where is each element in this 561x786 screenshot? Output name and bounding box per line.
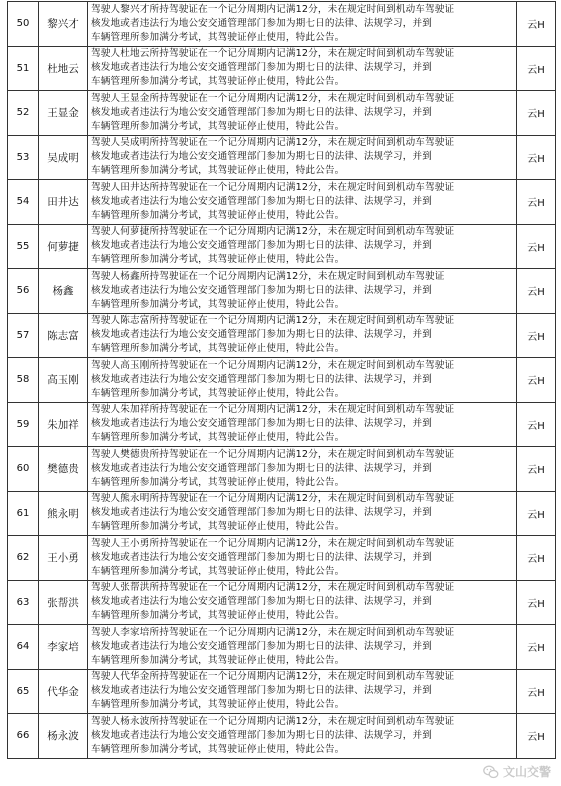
notice-text — [88, 358, 517, 403]
driver-name: 李家培 — [39, 625, 88, 670]
table-row — [8, 135, 556, 180]
license-place: 云H — [517, 313, 556, 358]
license-place: 云H — [517, 269, 556, 314]
table-row — [8, 2, 556, 47]
notice-text — [88, 180, 517, 225]
notice-text-line: 车辆管理所参加满分考试，其驾驶证停止使用，特此公告。 — [91, 699, 345, 711]
notice-text-line: 核发地或者违法行为地公安交通管理部门参加为期七日的法律、法规学习，并到 — [91, 106, 433, 118]
row-number: 53 — [8, 135, 39, 180]
notice-text-line: 驾驶人田井达所持驾驶证在一个记分周期内记满12分，未在规定时间到机动车驾驶证 — [91, 181, 455, 193]
table-row — [8, 91, 556, 136]
table-row — [8, 180, 556, 225]
row-number: 60 — [8, 447, 39, 492]
driver-name: 陈志富 — [39, 313, 88, 358]
driver-name: 王显金 — [39, 91, 88, 136]
notice-text — [88, 536, 517, 581]
table-row — [8, 269, 556, 314]
notice-text — [88, 135, 517, 180]
notice-text — [88, 447, 517, 492]
notice-text-line: 核发地或者违法行为地公安交通管理部门参加为期七日的法律、法规学习，并到 — [91, 640, 433, 652]
notice-text — [88, 91, 517, 136]
notice-text-line: 驾驶人陈志富所持驾驶证在一个记分周期内记满12分，未在规定时间到机动车驾驶证 — [91, 315, 455, 327]
notice-text-line: 驾驶人朱加祥所持驾驶证在一个记分周期内记满12分，未在规定时间到机动车驾驶证 — [91, 404, 455, 416]
notice-text-line: 车辆管理所参加满分考试，其驾驶证停止使用，特此公告。 — [91, 76, 345, 88]
driver-name: 代华金 — [39, 669, 88, 714]
driver-name: 杨永波 — [39, 714, 88, 759]
notice-text-line: 车辆管理所参加满分考试，其驾驶证停止使用，特此公告。 — [91, 209, 345, 221]
notice-text — [88, 669, 517, 714]
row-number: 54 — [8, 180, 39, 225]
table-row — [8, 625, 556, 670]
notice-text — [88, 625, 517, 670]
license-place: 云H — [517, 714, 556, 759]
license-place: 云H — [517, 402, 556, 447]
driver-name: 杜地云 — [39, 46, 88, 91]
license-place: 云H — [517, 625, 556, 670]
notice-text-line: 核发地或者违法行为地公安交通管理部门参加为期七日的法律、法规学习，并到 — [91, 62, 433, 74]
notice-text-line: 车辆管理所参加满分考试，其驾驶证停止使用，特此公告。 — [91, 432, 345, 444]
table-row — [8, 447, 556, 492]
driver-name: 朱加祥 — [39, 402, 88, 447]
notice-text-line: 驾驶人熊永明所持驾驶证在一个记分周期内记满12分，未在规定时间到机动车驾驶证 — [91, 493, 455, 505]
license-place: 云H — [517, 447, 556, 492]
notice-table-body — [8, 2, 556, 759]
notice-text-line: 车辆管理所参加满分考试，其驾驶证停止使用，特此公告。 — [91, 254, 345, 266]
license-place: 云H — [517, 491, 556, 536]
notice-text-line: 车辆管理所参加满分考试，其驾驶证停止使用，特此公告。 — [91, 165, 345, 177]
notice-text-line: 核发地或者违法行为地公安交通管理部门参加为期七日的法律、法规学习，并到 — [91, 596, 433, 608]
driver-name: 黎兴才 — [39, 2, 88, 47]
notice-text-line: 核发地或者违法行为地公安交通管理部门参加为期七日的法律、法规学习，并到 — [91, 195, 433, 207]
notice-text-line: 驾驶人李家培所持驾驶证在一个记分周期内记满12分，未在规定时间到机动车驾驶证 — [91, 626, 455, 638]
driver-name: 熊永明 — [39, 491, 88, 536]
table-row — [8, 580, 556, 625]
notice-text-line: 车辆管理所参加满分考试，其驾驶证停止使用，特此公告。 — [91, 610, 345, 622]
row-number: 62 — [8, 536, 39, 581]
notice-text-line: 驾驶人何萝捷所持驾驶证在一个记分周期内记满12分，未在规定时间到机动车驾驶证 — [91, 226, 455, 238]
notice-text-line: 车辆管理所参加满分考试，其驾驶证停止使用，特此公告。 — [91, 387, 345, 399]
notice-text-line: 车辆管理所参加满分考试，其驾驶证停止使用，特此公告。 — [91, 298, 345, 310]
table-row — [8, 491, 556, 536]
notice-text-line: 驾驶人王小勇所持驾驶证在一个记分周期内记满12分，未在规定时间到机动车驾驶证 — [91, 537, 455, 549]
notice-text-line: 驾驶人樊德贵所持驾驶证在一个记分周期内记满12分，未在规定时间到机动车驾驶证 — [91, 448, 455, 460]
notice-text-line: 车辆管理所参加满分考试，其驾驶证停止使用，特此公告。 — [91, 120, 345, 132]
notice-text-line: 车辆管理所参加满分考试，其驾驶证停止使用，特此公告。 — [91, 476, 345, 488]
notice-text-line: 车辆管理所参加满分考试，其驾驶证停止使用，特此公告。 — [91, 343, 345, 355]
row-number: 64 — [8, 625, 39, 670]
table-row — [8, 224, 556, 269]
driver-name: 吴成明 — [39, 135, 88, 180]
notice-text-line: 核发地或者违法行为地公安交通管理部门参加为期七日的法律、法规学习，并到 — [91, 418, 433, 430]
license-place: 云H — [517, 224, 556, 269]
notice-table — [7, 1, 556, 759]
driver-name: 樊德贵 — [39, 447, 88, 492]
driver-name: 何萝捷 — [39, 224, 88, 269]
table-row — [8, 358, 556, 403]
notice-text — [88, 402, 517, 447]
row-number: 58 — [8, 358, 39, 403]
driver-name: 高玉刚 — [39, 358, 88, 403]
notice-text-line: 核发地或者违法行为地公安交通管理部门参加为期七日的法律、法规学习，并到 — [91, 17, 433, 29]
notice-text-line: 驾驶人杜地云所持驾驶证在一个记分周期内记满12分，未在规定时间到机动车驾驶证 — [91, 48, 455, 60]
notice-text-line: 核发地或者违法行为地公安交通管理部门参加为期七日的法律、法规学习，并到 — [91, 284, 433, 296]
license-place: 云H — [517, 135, 556, 180]
row-number: 66 — [8, 714, 39, 759]
table-row — [8, 313, 556, 358]
license-place: 云H — [517, 2, 556, 47]
row-number: 57 — [8, 313, 39, 358]
notice-text-line: 核发地或者违法行为地公安交通管理部门参加为期七日的法律、法规学习，并到 — [91, 240, 433, 252]
driver-name: 杨鑫 — [39, 269, 88, 314]
notice-text-line: 驾驶人王显金所持驾驶证在一个记分周期内记满12分，未在规定时间到机动车驾驶证 — [91, 92, 455, 104]
table-row — [8, 46, 556, 91]
row-number: 51 — [8, 46, 39, 91]
driver-name: 王小勇 — [39, 536, 88, 581]
notice-text-line: 核发地或者违法行为地公安交通管理部门参加为期七日的法律、法规学习，并到 — [91, 151, 433, 163]
row-number: 59 — [8, 402, 39, 447]
row-number: 61 — [8, 491, 39, 536]
notice-text — [88, 46, 517, 91]
notice-text-line: 驾驶人杨鑫所持驾驶证在一个记分周期内记满12分，未在规定时间到机动车驾驶证 — [91, 270, 445, 282]
notice-text-line: 车辆管理所参加满分考试，其驾驶证停止使用，特此公告。 — [91, 521, 345, 533]
notice-text-line: 驾驶人代华金所持驾驶证在一个记分周期内记满12分，未在规定时间到机动车驾驶证 — [91, 671, 455, 683]
license-place: 云H — [517, 180, 556, 225]
notice-text-line: 驾驶人吴成明所持驾驶证在一个记分周期内记满12分，未在规定时间到机动车驾驶证 — [91, 137, 455, 149]
notice-text — [88, 224, 517, 269]
notice-text-line: 车辆管理所参加满分考试，其驾驶证停止使用，特此公告。 — [91, 654, 345, 666]
notice-text-line: 核发地或者违法行为地公安交通管理部门参加为期七日的法律、法规学习，并到 — [91, 507, 433, 519]
watermark-text: 文山交警 — [502, 765, 551, 779]
license-place: 云H — [517, 46, 556, 91]
license-place: 云H — [517, 580, 556, 625]
notice-text-line: 核发地或者违法行为地公安交通管理部门参加为期七日的法律、法规学习，并到 — [91, 685, 433, 697]
notice-text — [88, 2, 517, 47]
notice-text — [88, 491, 517, 536]
notice-text-line: 核发地或者违法行为地公安交通管理部门参加为期七日的法律、法规学习，并到 — [91, 551, 433, 563]
notice-text — [88, 269, 517, 314]
notice-text-line: 驾驶人张帮洪所持驾驶证在一个记分周期内记满12分，未在规定时间到机动车驾驶证 — [91, 582, 455, 594]
notice-text-line: 核发地或者违法行为地公安交通管理部门参加为期七日的法律、法规学习，并到 — [91, 373, 433, 385]
row-number: 63 — [8, 580, 39, 625]
wechat-icon — [483, 764, 499, 780]
driver-name: 田井达 — [39, 180, 88, 225]
table-row — [8, 669, 556, 714]
notice-text-line: 核发地或者违法行为地公安交通管理部门参加为期七日的法律、法规学习，并到 — [91, 329, 433, 341]
row-number: 55 — [8, 224, 39, 269]
notice-text-line: 驾驶人高玉刚所持驾驶证在一个记分周期内记满12分，未在规定时间到机动车驾驶证 — [91, 359, 455, 371]
row-number: 52 — [8, 91, 39, 136]
table-row — [8, 536, 556, 581]
row-number: 56 — [8, 269, 39, 314]
notice-text-line: 驾驶人黎兴才所持驾驶证在一个记分周期内记满12分，未在规定时间到机动车驾驶证 — [91, 3, 455, 15]
row-number: 50 — [8, 2, 39, 47]
watermark — [483, 763, 551, 780]
license-place: 云H — [517, 536, 556, 581]
notice-text-line: 车辆管理所参加满分考试，其驾驶证停止使用，特此公告。 — [91, 565, 345, 577]
table-row — [8, 402, 556, 447]
license-place: 云H — [517, 669, 556, 714]
license-place: 云H — [517, 91, 556, 136]
license-place: 云H — [517, 358, 556, 403]
table-row — [8, 714, 556, 759]
driver-name: 张帮洪 — [39, 580, 88, 625]
notice-text — [88, 714, 517, 759]
notice-text — [88, 580, 517, 625]
notice-text-line: 车辆管理所参加满分考试，其驾驶证停止使用，特此公告。 — [91, 31, 345, 43]
row-number: 65 — [8, 669, 39, 714]
notice-text-line: 核发地或者违法行为地公安交通管理部门参加为期七日的法律、法规学习，并到 — [91, 729, 433, 741]
notice-text-line: 车辆管理所参加满分考试，其驾驶证停止使用，特此公告。 — [91, 743, 345, 755]
notice-text-line: 核发地或者违法行为地公安交通管理部门参加为期七日的法律、法规学习，并到 — [91, 462, 433, 474]
notice-text-line: 驾驶人杨永波所持驾驶证在一个记分周期内记满12分，未在规定时间到机动车驾驶证 — [91, 715, 455, 727]
notice-text — [88, 313, 517, 358]
